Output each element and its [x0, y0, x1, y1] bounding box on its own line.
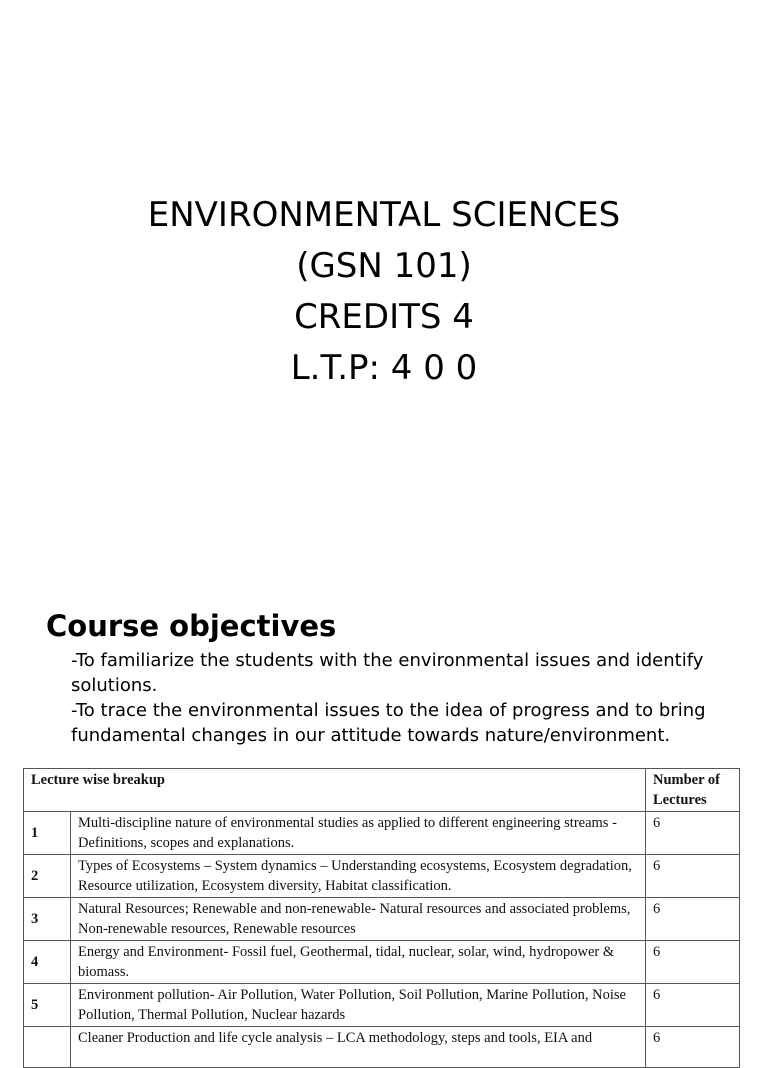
row-topic: Environment pollution- Air Pollution, Water Pollution, Soil Pollution, Marine Pollution, Noise Pollution, Thermal Pollution, Nuclear hazards	[71, 984, 646, 1027]
course-ltp: L.T.P: 4 0 0	[290, 348, 478, 388]
row-number: 3	[24, 898, 71, 941]
course-name: ENVIRONMENTAL SCIENCES	[147, 195, 621, 235]
objectives-list	[71, 648, 711, 748]
row-number: 1	[24, 812, 71, 855]
row-lectures: 6	[646, 984, 740, 1027]
course-credits: CREDITS 4	[294, 297, 474, 337]
row-topic: Natural Resources; Renewable and non-renewable- Natural resources and associated problems, Non-renewable resources, Renewable resources	[71, 898, 646, 941]
row-number: 2	[24, 855, 71, 898]
course-code: (GSN 101)	[296, 246, 472, 286]
table-row	[24, 855, 740, 898]
table-row	[24, 941, 740, 984]
table-row	[24, 812, 740, 855]
row-topic: Cleaner Production and life cycle analysis – LCA methodology, steps and tools, EIA and	[71, 1027, 646, 1068]
row-lectures: 6	[646, 855, 740, 898]
table-header-row	[24, 769, 740, 812]
header-lectures: Number of Lectures	[646, 769, 740, 812]
row-topic: Energy and Environment- Fossil fuel, Geothermal, tidal, nuclear, solar, wind, hydropower & biomass.	[71, 941, 646, 984]
table-row	[24, 984, 740, 1027]
course-title-block	[0, 190, 768, 394]
lecture-breakup-table	[23, 768, 740, 1068]
table-row	[24, 898, 740, 941]
row-lectures: 6	[646, 812, 740, 855]
header-topic: Lecture wise breakup	[24, 769, 646, 812]
row-topic: Types of Ecosystems – System dynamics – Understanding ecosystems, Ecosystem degradation, Resource utilization, Ecosystem diversity, Habitat classification.	[71, 855, 646, 898]
row-lectures: 6	[646, 1027, 740, 1068]
objectives-heading: Course objectives	[46, 609, 337, 643]
objective-item: -To trace the environmental issues to the idea of progress and to bring fundamental changes in our attitude towards nature/environment.	[71, 700, 706, 746]
row-lectures: 6	[646, 941, 740, 984]
objective-item: -To familiarize the students with the environmental issues and identify solutions.	[71, 650, 704, 696]
row-lectures: 6	[646, 898, 740, 941]
row-number: 4	[24, 941, 71, 984]
row-topic: Multi-discipline nature of environmental studies as applied to different engineering streams - Definitions, scopes and explanations.	[71, 812, 646, 855]
row-number	[24, 1027, 71, 1068]
table-row	[24, 1027, 740, 1068]
row-number: 5	[24, 984, 71, 1027]
